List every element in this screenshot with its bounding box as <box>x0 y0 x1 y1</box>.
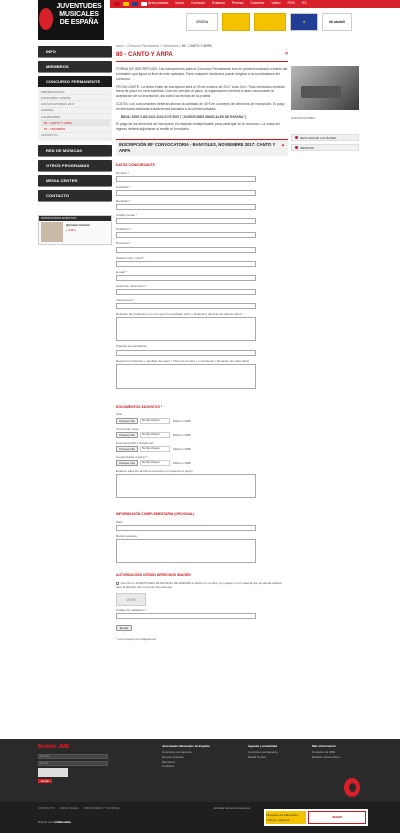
field-label: Repertorio (Nombre y apellido del autor / Título de la obra y movimiento / Duración de cada obra) <box>116 358 250 363</box>
field-label: Enlaces para los archivos extensos (si superan el peso) <box>116 469 193 474</box>
subnav-item[interactable]: CONVOCATORIAS 2017 <box>41 101 110 107</box>
newsletter-title: Boletín JME <box>38 744 70 750</box>
field-label: Comprobante ingreso * <box>116 454 148 459</box>
print-label: IMPRIMIR <box>300 145 314 150</box>
section-title-extra: INFORMACIÓN COMPLEMENTARIA (OPCIONAL) <box>116 512 195 517</box>
captcha-image: WEB <box>116 593 146 606</box>
field-repertorio <box>116 359 288 389</box>
download-bases-button[interactable] <box>291 134 359 141</box>
field-label: Foto <box>116 412 123 417</box>
sponsor-abubill[interactable]: ibi abubill <box>322 13 352 31</box>
instrumento-input[interactable] <box>116 303 256 309</box>
field-pianista <box>116 344 288 355</box>
subnav-item-current[interactable]: 80 - CANTO Y ARPA <box>41 120 110 126</box>
page-title-text: 80 - CANTO Y ARPA <box>116 52 173 59</box>
field-profesores <box>116 312 288 341</box>
footer-column-agenda <box>248 744 278 759</box>
field-label: Fecha de nacimiento * <box>116 283 147 288</box>
newsletter-captcha <box>38 768 68 777</box>
page-title <box>116 51 288 62</box>
site-logo[interactable] <box>38 0 104 40</box>
field-label: Pianista acompañante <box>116 344 147 349</box>
field-label: Currículum vitae <box>116 426 139 431</box>
legal-link-aviso[interactable]: AVISO LEGAL <box>59 806 80 810</box>
repertorio-textarea[interactable] <box>116 364 256 389</box>
file-name-display: No file chosen <box>140 460 170 466</box>
form-heading-text: INSCRIPCIÓN 80ª CONVOCATORIA - BANYOLES, NOVIEMBRE 2017: CANTO Y ARPA <box>119 142 276 153</box>
profesores-textarea[interactable] <box>116 317 256 341</box>
top-links <box>148 1 307 6</box>
intro-paragraph: El pago de los derechos de inscripción es requisito indispensable para participar en el concurso. La copia del ingreso deberá adjuntarse al remitir el formulario. <box>116 122 280 132</box>
field-label: E-mail * <box>116 269 127 274</box>
choose-file-button[interactable]: Choose File <box>116 432 138 438</box>
right-column <box>291 66 359 151</box>
consent-row <box>116 581 288 589</box>
enlaces-textarea[interactable] <box>116 474 256 498</box>
apellidos-input[interactable] <box>116 190 256 196</box>
nav-miembros[interactable]: MIEMBROS <box>38 61 112 72</box>
field-foto <box>116 412 288 423</box>
main-content <box>116 44 288 641</box>
top-link-contact[interactable]: Contacto <box>190 1 206 5</box>
field-label: Teléfono fijo / móvil * <box>116 255 145 260</box>
field-email <box>116 270 288 281</box>
choose-file-button[interactable]: Choose File <box>116 446 138 452</box>
file-row <box>116 432 288 438</box>
collapse-icon[interactable]: ▲ <box>280 141 285 147</box>
field-label: Domicilio * <box>116 198 131 203</box>
field-label: Código postal * <box>116 213 137 218</box>
footer-link[interactable]: Miembros <box>162 759 176 764</box>
field-label: Web <box>116 519 123 524</box>
field-label: Nombre * <box>116 170 130 175</box>
nav-concurso-permanente[interactable]: CONCURSO PERMANENTE <box>38 76 112 87</box>
sponsor-eu-flag-icon[interactable]: ★ <box>290 13 318 31</box>
provincia-input[interactable] <box>116 247 256 253</box>
form-heading <box>116 139 288 156</box>
domicilio-input[interactable] <box>116 204 256 210</box>
right-caption: CONVOCATORIA <box>291 116 316 120</box>
logo-text: JUVENTUDES MUSICALES DE ESPAÑA <box>56 3 102 26</box>
email-input[interactable] <box>116 275 256 281</box>
choose-file-button[interactable]: Choose File <box>116 418 138 424</box>
banner-heading: PATROCINIOS EVENTOS <box>39 216 111 221</box>
fecha-nacimiento-input[interactable] <box>116 289 256 295</box>
developer-name[interactable]: inMaculada <box>54 820 71 824</box>
field-label: Fotocopia DNI o Pasaporte <box>116 440 154 445</box>
field-cp <box>116 213 288 224</box>
top-bar <box>110 0 400 8</box>
redes-textarea[interactable] <box>116 539 256 563</box>
field-enlaces <box>116 469 288 498</box>
nav-otros-programas[interactable]: OTROS PROGRAMAS <box>38 160 112 171</box>
breadcrumb-current: 80 - CANTO Y ARPA <box>182 44 212 48</box>
subnav-item[interactable]: JURADO <box>41 108 110 114</box>
footer-bottom <box>0 802 400 833</box>
intro-paragraph: FECHA LÍMITE: La fecha límite de inscripción será el 30 de octubre de 2017 a las 24 h. Todo formulario remitido fuera de plazo no será admitido. Una vez cerrado el plazo, la organización remitirá a cada concursante la aceptación de su inscripción, así como las fechas de la prueba. <box>116 84 285 98</box>
subnav-item[interactable]: GANADORES <box>41 114 110 120</box>
field-label: Instrumento * <box>116 298 135 303</box>
consent-text: Autorizo a JUVENTUDES MUSICALES DE ESPAÑA a utilizar mi nombre y/o imagen en el material que se pueda realizar para la difusión del Concurso Permanente. <box>116 580 282 589</box>
breadcrumb: Inicio > Concurso Permanente > Ganadores > 80 - CANTO Y ARPA <box>116 44 212 48</box>
file-row <box>116 418 288 424</box>
field-label: Redes sociales <box>116 534 137 539</box>
flag-ca-icon[interactable] <box>123 2 129 6</box>
inaem-logo[interactable]: INAEM <box>308 811 366 824</box>
footer-link[interactable]: Concurso permanente <box>248 749 278 754</box>
field-redes <box>116 534 288 563</box>
top-link-rss[interactable]: RSS <box>287 1 295 5</box>
pianista-input[interactable] <box>116 350 256 356</box>
footer-column-heading: Más información <box>312 744 336 748</box>
site-footer <box>0 739 400 833</box>
print-button[interactable] <box>291 144 359 151</box>
newsletter-email-input[interactable]: E-mail <box>38 761 108 766</box>
footer-link[interactable]: Contacto <box>162 764 175 769</box>
file-max-size: Máximo 2MB <box>173 418 191 423</box>
file-row <box>116 460 288 466</box>
language-flags <box>114 2 147 6</box>
nombre-input[interactable] <box>116 176 256 182</box>
subnav-item[interactable]: 81 - TROMBÓN <box>41 126 110 132</box>
required-note: * Los campos son obligatorios <box>116 637 157 642</box>
telefono-input[interactable] <box>116 261 256 267</box>
flag-gl-icon[interactable] <box>141 2 147 6</box>
top-link-links[interactable]: Enlaces <box>212 1 225 5</box>
field-label: Apellidos * <box>116 184 131 189</box>
sidebar <box>38 46 112 245</box>
section-title-consent: AUTORIZACIÓN CESIÓN DERECHOS IMAGEN <box>116 573 191 578</box>
section-title-personal: DATOS CONCURSANTE <box>116 163 155 167</box>
bank-account: BBVA: ES87 0182 5322 4102 0170 5007 ("JUVENTUDES MUSICALES DE ESPAÑA") <box>121 114 246 119</box>
field-poblacion <box>116 227 288 238</box>
field-provincia <box>116 241 288 252</box>
top-link-press[interactable]: Prensa <box>231 1 244 5</box>
legal-link-privacy[interactable]: PRIVACIDAD Y COOKIES <box>84 806 120 810</box>
file-name-display: No file chosen <box>140 418 170 424</box>
subsidy-text: Entidad subvencionada por <box>214 806 251 810</box>
section-title-documents: DOCUMENTOS ADJUNTOS * <box>116 404 163 409</box>
field-label: Población * <box>116 227 132 232</box>
file-name-display: No file chosen <box>140 432 170 438</box>
keyboard-photo <box>291 66 359 110</box>
codigo-postal-input[interactable] <box>116 218 256 224</box>
footer-link[interactable]: Contacto de JME <box>312 749 336 754</box>
ministerio-logo[interactable]: Ministerio de Educación, Cultura y Deporte <box>266 811 306 824</box>
download-icon <box>295 136 298 139</box>
footer-link[interactable]: Enlaces Juntas Musi... <box>312 754 343 759</box>
field-label: Código de validación * <box>116 607 147 612</box>
developer-credit <box>38 820 71 824</box>
breadcrumb-item[interactable]: Concurso Permanente <box>127 44 159 48</box>
footer-column-info <box>312 744 342 759</box>
banner-title: Quinteto Umbral <box>66 222 90 227</box>
submit-button[interactable]: Enviar <box>116 625 132 631</box>
sponsor-logo-3[interactable] <box>254 13 286 31</box>
legal-links <box>38 806 119 810</box>
nav-media-center[interactable]: MEDIA CENTER <box>38 175 112 186</box>
legal-link-contact[interactable]: CONTACTO <box>38 806 55 810</box>
file-name-display: No file chosen <box>140 446 170 452</box>
intro-paragraph: FORMA DE INSCRIPCIÓN: Las inscripciones para el Concurso Permanente son en primera instancia a través del formulario que figura al final de este apartado. Para cualquier incidencia puede dirigirse a la coordinadora del concurso. <box>116 67 288 81</box>
keyboard-shape <box>301 86 341 98</box>
file-row <box>116 446 288 452</box>
poblacion-input[interactable] <box>116 232 256 238</box>
developer-prefix: Diseño web <box>38 820 54 824</box>
file-max-size: Máximo 2MB <box>173 461 191 466</box>
web-input[interactable] <box>116 525 256 531</box>
newsletter-name-input[interactable]: Nombre <box>38 754 108 759</box>
logo-mark-icon <box>39 8 53 30</box>
field-telefono <box>116 256 288 267</box>
sponsor-logo-2[interactable] <box>222 13 250 31</box>
nav-contacto[interactable]: CONTACTO <box>38 190 112 201</box>
field-label: Provincia * <box>116 241 131 246</box>
field-nacimiento <box>116 284 288 295</box>
intro-text <box>116 67 288 131</box>
banner-more-link[interactable]: + INFO <box>66 227 76 232</box>
field-label: Relación de profesores con los que ha estudiado (Año y titulación) durante los últimos años * <box>116 312 244 317</box>
breadcrumb-item[interactable]: Ganadores <box>162 44 179 48</box>
footer-column-jme <box>162 744 210 769</box>
field-apellidos <box>116 185 288 196</box>
nav-info[interactable]: INFO <box>38 46 112 57</box>
subnav-item[interactable]: CONTACTO <box>41 133 110 139</box>
top-link-home[interactable]: Inicio <box>175 1 184 5</box>
footer-column-heading: Juventudes Musicales de España <box>162 744 210 748</box>
subnav-item[interactable]: CONCURSO JUNIOR <box>41 95 110 101</box>
sidebar-banner[interactable] <box>38 215 112 245</box>
breadcrumb-item[interactable]: Inicio <box>116 44 124 48</box>
intro-paragraph: CUOTA: Los concursantes deberán abonar la cantidad de 30 € en concepto de derechos de inscripción. El pago se efectuará mediante transferencia bancaria a la cuenta indicada: <box>116 101 285 111</box>
footer-link[interactable]: Red de músicas <box>162 754 184 759</box>
field-dni <box>116 441 288 452</box>
banner-thumbnail <box>41 222 63 242</box>
field-web <box>116 520 288 531</box>
subnav-item[interactable]: PRESENTACIÓN <box>41 89 110 95</box>
top-link-subscribe[interactable]: Suscribe <box>250 1 265 5</box>
footer-logo-mark-icon <box>344 778 360 797</box>
top-link-lang[interactable]: ES <box>301 1 307 5</box>
field-cv <box>116 427 288 438</box>
file-max-size: Máximo 2MB <box>173 432 191 437</box>
field-comprobante <box>116 455 288 466</box>
print-icon <box>295 146 298 149</box>
field-domicilio <box>116 199 288 210</box>
nav-red-de-musicas[interactable]: RED DE MÚSICAS <box>38 145 112 156</box>
newsletter <box>38 744 112 783</box>
field-nombre <box>116 171 288 182</box>
download-bases-label: DESCARGAR LAS BASES <box>300 135 337 140</box>
footer-column-heading: Agenda y actualidad <box>248 744 278 748</box>
footer-link[interactable]: Media Center <box>248 754 267 759</box>
flag-en-icon[interactable] <box>132 2 138 6</box>
footer-link[interactable]: Concurso permanente <box>162 749 192 754</box>
file-max-size: Máximo 2MB <box>173 446 191 451</box>
close-icon[interactable]: × <box>285 51 288 58</box>
field-instrumento <box>116 298 288 309</box>
flag-es-icon[interactable] <box>114 2 120 6</box>
site-header <box>0 0 400 40</box>
government-logos <box>264 809 368 826</box>
top-link-video[interactable]: Video <box>271 1 281 5</box>
sponsor-logos <box>186 13 368 31</box>
field-captcha <box>116 608 288 619</box>
subnav-concurso <box>38 87 112 141</box>
choose-file-button[interactable]: Choose File <box>116 460 138 466</box>
captcha-input[interactable] <box>116 613 256 619</box>
sponsor-croda[interactable]: CRODA <box>186 13 218 31</box>
newsletter-submit-button[interactable]: Enviar <box>38 779 52 783</box>
top-link-private[interactable]: Área privada <box>148 1 169 5</box>
